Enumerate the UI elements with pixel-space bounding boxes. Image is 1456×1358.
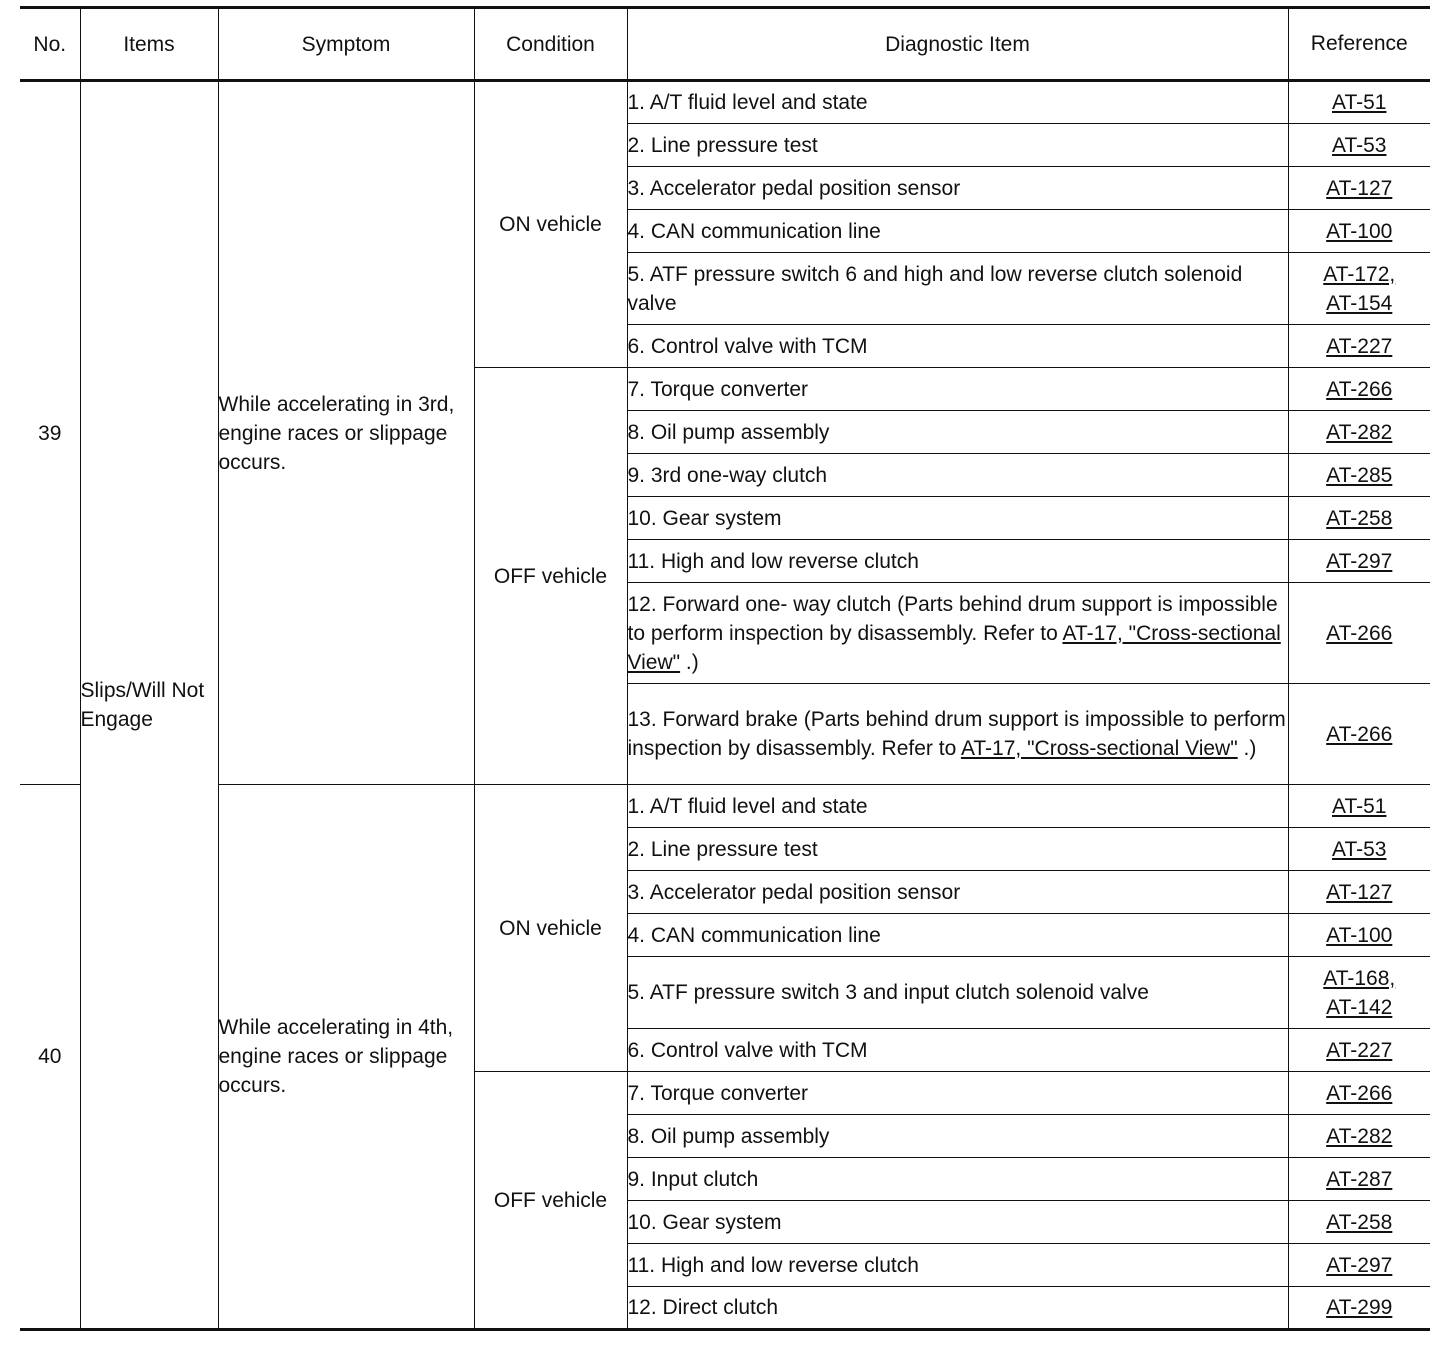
cross-reference-link[interactable]: AT-17, "Cross-sectional View" [960, 737, 1238, 760]
diagnostic-item [627, 684, 1288, 785]
diagnostic-item: 11. High and low reverse clutch [627, 1244, 1288, 1287]
row-number: 39 [20, 81, 80, 785]
diagnostic-item: 2. Line pressure test [627, 828, 1288, 871]
diagnostic-item: 6. Control valve with TCM [627, 1029, 1288, 1072]
reference-cell [1288, 1072, 1430, 1115]
diagnostic-item: 10. Gear system [627, 497, 1288, 540]
condition-on-vehicle: ON vehicle [474, 785, 627, 1072]
reference-link[interactable]: AT-53 [1332, 837, 1387, 861]
reference-link[interactable]: AT-127 [1326, 880, 1393, 904]
reference-link[interactable]: AT-53 [1332, 133, 1387, 157]
header-items: Items [80, 8, 218, 81]
reference-cell [1288, 914, 1430, 957]
symptom-text: While accelerating in 3rd, engine races or slippage occurs. [218, 81, 474, 785]
reference-cell [1288, 1201, 1430, 1244]
reference-link[interactable]: AT-51 [1332, 91, 1387, 114]
reference-cell [1288, 957, 1430, 1029]
reference-link[interactable]: AT-287 [1326, 1167, 1393, 1191]
diagnostic-item: 8. Oil pump assembly [627, 1115, 1288, 1158]
diagnostic-item: 4. CAN communication line [627, 914, 1288, 957]
diagnostic-item: 9. Input clutch [627, 1158, 1288, 1201]
reference-cell [1288, 540, 1430, 583]
diagnostic-item-text: 12. Forward one- way clutch (Parts behind drum support is impossible to perform inspection by disassembly. Refer to [627, 592, 1278, 645]
reference-cell [1288, 1287, 1430, 1330]
diagnostic-item: 2. Line pressure test [627, 124, 1288, 167]
diagnostic-item: 11. High and low reverse clutch [627, 540, 1288, 583]
reference-cell [1288, 454, 1430, 497]
reference-cell [1288, 497, 1430, 540]
reference-cell [1288, 411, 1430, 454]
reference-cell [1288, 871, 1430, 914]
header-reference: Reference [1288, 8, 1430, 81]
reference-link[interactable]: AT-127 [1326, 176, 1393, 200]
reference-link[interactable]: AT-282 [1326, 420, 1393, 444]
reference-cell [1288, 1115, 1430, 1158]
header-condition: Condition [474, 8, 627, 81]
reference-link[interactable]: AT-285 [1326, 463, 1393, 487]
reference-link[interactable]: AT-142 [1326, 995, 1393, 1019]
reference-cell [1288, 210, 1430, 253]
diagnostic-item: 3. Accelerator pedal position sensor [627, 167, 1288, 210]
reference-cell [1288, 81, 1430, 124]
reference-link[interactable]: AT-266 [1326, 377, 1393, 401]
diagnostic-item: 3. Accelerator pedal position sensor [627, 871, 1288, 914]
reference-link[interactable]: AT-227 [1326, 1038, 1393, 1062]
header-symptom: Symptom [218, 8, 474, 81]
diagnostic-item: 12. Direct clutch [627, 1287, 1288, 1330]
reference-cell [1288, 124, 1430, 167]
cross-reference-link[interactable]: AT-17, "Cross-sectional View" [627, 621, 1281, 674]
symptom-text: While accelerating in 4th, engine races or slippage occurs. [218, 785, 474, 1330]
diagnostic-item: 9. 3rd one-way clutch [627, 454, 1288, 497]
reference-cell [1288, 325, 1430, 368]
reference-link[interactable]: AT-266 [1326, 722, 1393, 746]
reference-cell [1288, 253, 1430, 325]
reference-cell [1288, 167, 1430, 210]
reference-link[interactable]: AT-100 [1326, 923, 1393, 947]
reference-link[interactable]: AT-154 [1326, 291, 1393, 315]
diagnostic-item: 5. ATF pressure switch 6 and high and low reverse clutch solenoid valve [627, 253, 1288, 325]
reference-cell [1288, 1158, 1430, 1201]
reference-link[interactable]: AT-299 [1326, 1296, 1393, 1319]
condition-off-vehicle: OFF vehicle [474, 1072, 627, 1330]
reference-link[interactable]: AT-227 [1326, 334, 1393, 358]
diagnostic-item: 10. Gear system [627, 1201, 1288, 1244]
header-diagnostic-item: Diagnostic Item [627, 8, 1288, 81]
reference-cell [1288, 583, 1430, 684]
reference-cell [1288, 1029, 1430, 1072]
diagnostic-item [627, 583, 1288, 684]
reference-link[interactable]: AT-100 [1326, 219, 1393, 243]
table-row [20, 785, 1430, 828]
reference-link[interactable]: AT-172, [1323, 262, 1396, 286]
diagnostic-table [20, 6, 1430, 1331]
reference-cell [1288, 368, 1430, 411]
reference-link[interactable]: AT-266 [1326, 1081, 1393, 1105]
diagnostic-item-text: 13. Forward brake (Parts behind drum support is impossible to perform inspection by disassembly. Refer to [627, 708, 1286, 760]
condition-off-vehicle: OFF vehicle [474, 368, 627, 785]
diagnostic-item: 4. CAN communication line [627, 210, 1288, 253]
diagnostic-item-text: .) [680, 650, 699, 674]
reference-link[interactable]: AT-297 [1326, 549, 1393, 573]
reference-cell [1288, 1244, 1430, 1287]
row-number: 40 [20, 785, 80, 1330]
condition-on-vehicle: ON vehicle [474, 81, 627, 368]
items-label: Slips/Will Not Engage [80, 81, 218, 1330]
reference-cell [1288, 785, 1430, 828]
reference-link[interactable]: AT-258 [1326, 1210, 1393, 1234]
diagnostic-item: 7. Torque converter [627, 368, 1288, 411]
reference-link[interactable]: AT-168, [1323, 966, 1396, 990]
diagnostic-item: 7. Torque converter [627, 1072, 1288, 1115]
reference-link[interactable]: AT-258 [1326, 506, 1393, 530]
reference-link[interactable]: AT-297 [1326, 1253, 1393, 1277]
header-no: No. [20, 8, 80, 81]
reference-cell [1288, 828, 1430, 871]
reference-link[interactable]: AT-282 [1326, 1124, 1393, 1148]
reference-cell [1288, 684, 1430, 785]
header-row [20, 8, 1430, 81]
diagnostic-item: 5. ATF pressure switch 3 and input clutch solenoid valve [627, 957, 1288, 1029]
reference-link[interactable]: AT-51 [1332, 794, 1387, 818]
diagnostic-item: 1. A/T fluid level and state [627, 785, 1288, 828]
reference-link[interactable]: AT-266 [1326, 621, 1393, 645]
table-row [20, 81, 1430, 124]
diagnostic-item-text: .) [1237, 737, 1257, 760]
diagnostic-item: 6. Control valve with TCM [627, 325, 1288, 368]
diagnostic-item: 8. Oil pump assembly [627, 411, 1288, 454]
diagnostic-item: 1. A/T fluid level and state [627, 81, 1288, 124]
